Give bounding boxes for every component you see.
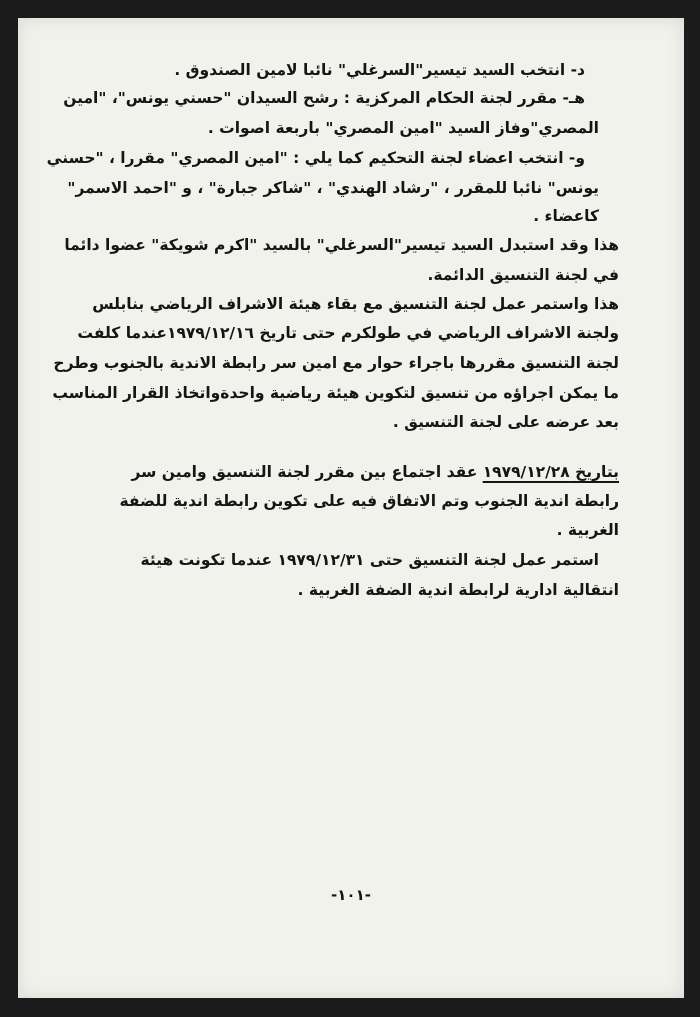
paragraph-h-line-1: هـ- مقرر لجنة الحكام المركزية : رشح السيدان "حسني يونس"، "امين	[63, 89, 585, 107]
paragraph-replacement-line-1: هذا وقد استبدل السيد تيسير"السرغلي" بالسيد "اكرم شويكة" عضوا دائما	[64, 236, 619, 254]
paragraph-meeting-line-3: الغربية .	[556, 521, 619, 539]
paragraph-coordination-line-2: ولجنة الاشراف الرياضي في طولكرم حتى تاريخ ١٩٧٩/١٢/١٦عندما كلفت	[77, 324, 619, 342]
paragraph-coordination-line-4: ما يمكن اجراؤه من تنسيق لتكوين هيئة رياضية واحدةواتخاذ القرار المناسب	[52, 384, 619, 402]
paragraph-replacement-line-2: في لجنة التنسيق الدائمة.	[427, 266, 619, 284]
paragraph-w-line-2: يونس" نائبا للمقرر ، "رشاد الهندي" ، "شاكر جبارة" ، و "احمد الاسمر"	[67, 179, 599, 197]
document-page	[18, 18, 684, 998]
paragraph-w-line-3: كاعضاء .	[533, 207, 599, 225]
paragraph-h-line-2: المصري"وفاز السيد "امين المصري" باربعة اصوات .	[207, 119, 599, 137]
paragraph-transition-line-2: انتقالية ادارية لرابطة اندية الضفة الغربية .	[297, 581, 619, 599]
page-number: -١٠١-	[331, 886, 371, 904]
paragraph-coordination-line-1: هذا واستمر عمل لجنة التنسيق مع بقاء هيئة الاشراف الرياضي بنابلس	[92, 295, 619, 313]
paragraph-coordination-line-3: لجنة التنسيق مقررها باجراء حوار مع امين سر رابطة الاندية بالجنوب وطرح	[53, 354, 619, 372]
body-text	[18, 18, 619, 918]
paragraph-meeting-line-2: رابطة اندية الجنوب وتم الاتفاق فيه على تكوين رابطة اندية للضفة	[119, 492, 619, 510]
paragraph-meeting-line-1	[132, 463, 619, 481]
paragraph-coordination-line-5: بعد عرضه على لجنة التنسيق .	[392, 413, 619, 431]
meeting-text: عقد اجتماع بين مقرر لجنة التنسيق وامين سر	[131, 463, 483, 481]
paragraph-w-line-1: و- انتخب اعضاء لجنة التحكيم كما يلي : "امين المصري" مقررا ، "حسني	[46, 149, 585, 167]
paragraph-transition-line-1: استمر عمل لجنة التنسيق حتى ١٩٧٩/١٢/٣١ عندما تكونت هيئة	[140, 551, 599, 569]
paragraph-d: د- انتخب السيد تيسير"السرغلي" نائبا لامين الصندوق .	[174, 61, 585, 79]
meeting-date: بتاريخ ١٩٧٩/١٢/٢٨	[482, 463, 619, 481]
